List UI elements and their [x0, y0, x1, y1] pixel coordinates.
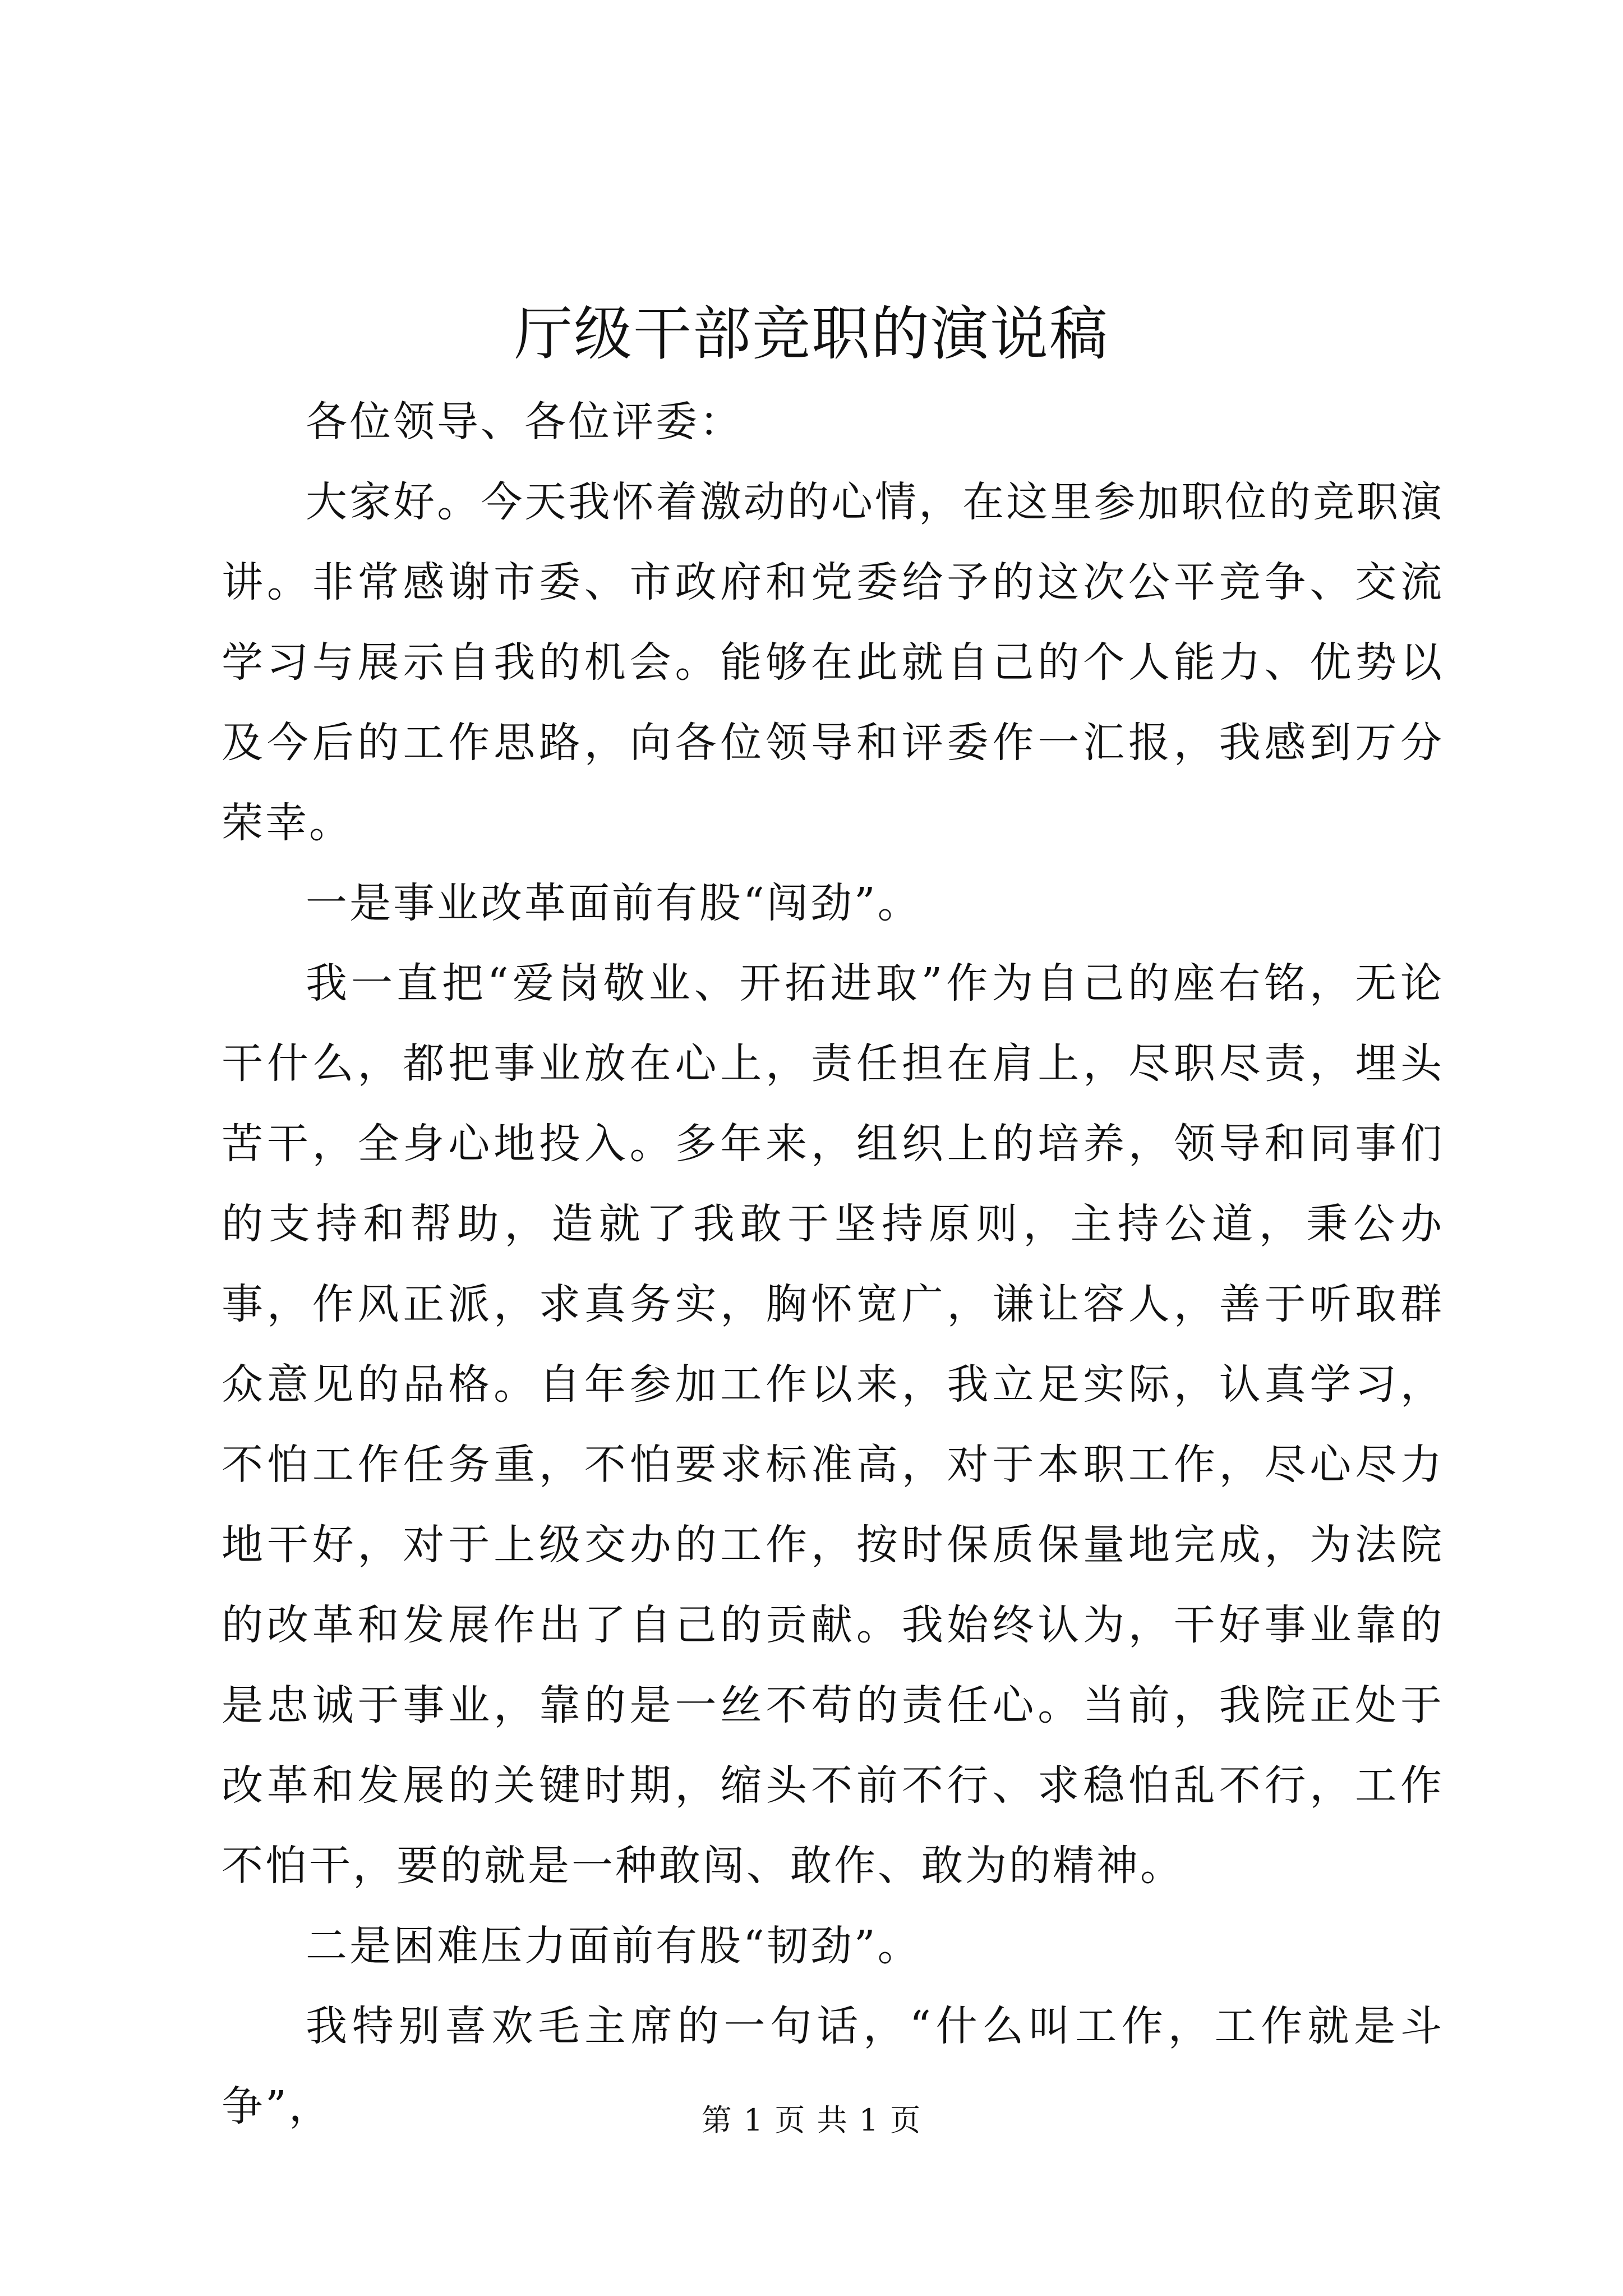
document-body: [222, 382, 1444, 2147]
paragraph-opening: 大家好。今天我怀着激动的心情，在这里参加职位的竞职演讲。非常感谢市委、市政府和党委给予的这次公平竞争、交流学习与展示自我的机会。能够在此就自己的个人能力、优势以及今后的工作思路，向各位领导和评委作一汇报，我感到万分荣幸。: [222, 478, 1444, 847]
paragraph-heading-1: 一是事业改革面前有股“闯劲”。: [306, 879, 921, 927]
paragraph-heading-2: 二是困难压力面前有股“韧劲”。: [306, 1922, 921, 1970]
paragraph-section-2: 我特别喜欢毛主席的一句话，“什么叫工作，工作就是斗争”，: [222, 2002, 1444, 2131]
paragraph-salutation: 各位领导、各位评委：: [306, 398, 743, 446]
paragraph-section-1: 我一直把“爱岗敬业、开拓进取”作为自己的座右铭，无论干什么，都把事业放在心上，责任担在肩上，尽职尽责，埋头苦干，全身心地投入。多年来，组织上的培养，领导和同事们的支持和帮助，造就了我敢于坚持原则，主持公道，秉公办事，作风正派，求真务实，胸怀宽广，谦让容人，善于听取群众意见的品格。自年参加工作以来，我立足实际，认真学习，不怕工作任务重，不怕要求标准高，对于本职工作，尽心尽力地干好，对于上级交办的工作，按时保质保量地完成，为法院的改革和发展作出了自己的贡献。我始终认为，干好事业靠的是忠诚于事业，靠的是一丝不苟的责任心。当前，我院正处于改革和发展的关键时期，缩头不前不行、求稳怕乱不行，工作不怕干，要的就是一种敢闯、敢作、敢为的精神。: [222, 959, 1444, 1890]
page-footer: 第 1 页 共 1 页: [701, 2102, 922, 2138]
document-title: 厅级干部竞职的演说稿: [514, 300, 1109, 368]
